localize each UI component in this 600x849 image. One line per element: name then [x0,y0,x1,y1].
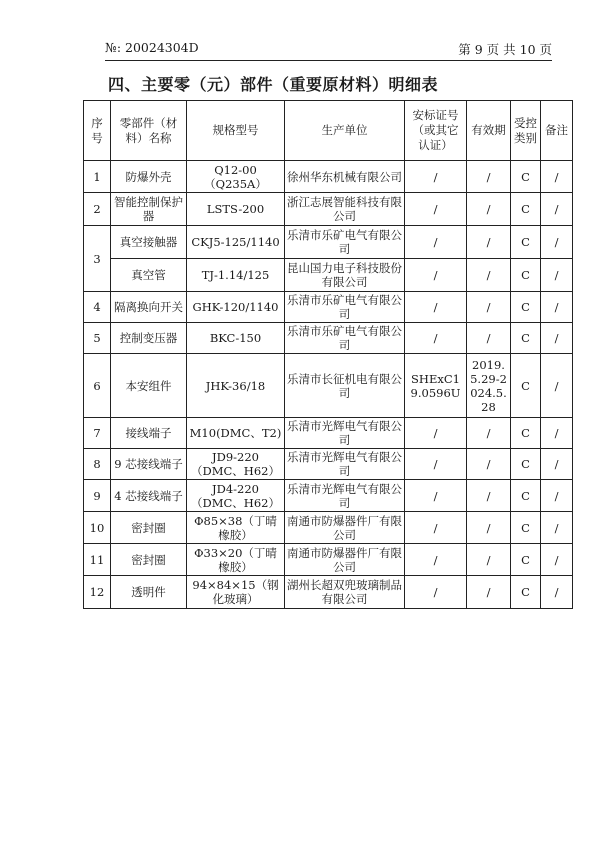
cell-name: 控制变压器 [111,323,187,354]
table-row [84,354,573,418]
cell-name: 9 芯接线端子 [111,449,187,480]
cell-model: CKJ5-125/1140 [187,226,285,259]
cell-note: / [541,193,573,226]
cell-valid: / [467,576,511,609]
table-row [84,292,573,323]
cell-name: 密封圈 [111,544,187,576]
cell-cert: / [405,512,467,544]
cell-maker: 昆山国力电子科技股份有限公司 [285,259,405,292]
cell-cert: / [405,292,467,323]
col-header-cert: 安标证号（或其它认证） [405,101,467,161]
cell-maker: 乐清市乐矿电气有限公司 [285,323,405,354]
table-row [84,161,573,193]
cell-cert: / [405,576,467,609]
cell-no: 9 [84,480,111,512]
cell-note: / [541,226,573,259]
cell-note: / [541,354,573,418]
cell-name: 真空接触器 [111,226,187,259]
parts-table [83,100,573,609]
cell-note: / [541,576,573,609]
table-row [84,576,573,609]
cell-maker: 乐清市长征机电有限公司 [285,354,405,418]
cell-maker: 徐州华东机械有限公司 [285,161,405,193]
cell-no: 7 [84,418,111,449]
cell-model: Φ33×20（丁晴橡胶） [187,544,285,576]
table-row [84,259,573,292]
table-row [84,193,573,226]
col-header-valid: 有效期 [467,101,511,161]
cell-no: 11 [84,544,111,576]
cell-model: Q12-00（Q235A） [187,161,285,193]
cell-no: 2 [84,193,111,226]
cell-class: C [511,323,541,354]
cell-cert: / [405,418,467,449]
cell-no: 3 [84,226,111,292]
cell-cert: / [405,193,467,226]
cell-note: / [541,418,573,449]
cell-note: / [541,544,573,576]
cell-name: 真空管 [111,259,187,292]
cell-model: BKC-150 [187,323,285,354]
cell-note: / [541,259,573,292]
cell-name: 透明件 [111,576,187,609]
cell-maker: 湖州长超双兜玻璃制品有限公司 [285,576,405,609]
cell-valid: / [467,193,511,226]
cell-class: C [511,480,541,512]
cell-maker: 南通市防爆器件厂有限公司 [285,512,405,544]
cell-cert: / [405,544,467,576]
table-row [84,480,573,512]
page-header [105,38,552,58]
cell-no: 4 [84,292,111,323]
table-body [84,161,573,609]
col-header-name: 零部件（材料）名称 [111,101,187,161]
cell-model: TJ-1.14/125 [187,259,285,292]
col-header-maker: 生产单位 [285,101,405,161]
cell-class: C [511,354,541,418]
cell-cert: / [405,323,467,354]
cell-note: / [541,323,573,354]
cell-name: 密封圈 [111,512,187,544]
cell-no: 8 [84,449,111,480]
cell-maker: 乐清市乐矿电气有限公司 [285,226,405,259]
cell-model: JD9-220（DMC、H62） [187,449,285,480]
cell-valid: / [467,449,511,480]
cell-valid: / [467,292,511,323]
cell-model: M10(DMC、T2) [187,418,285,449]
cell-note: / [541,512,573,544]
cell-maker: 乐清市光辉电气有限公司 [285,449,405,480]
page-number: 第 9 页 共 10 页 [458,42,552,57]
cell-valid: / [467,544,511,576]
cell-valid: 2019.5.29-2024.5.28 [467,354,511,418]
cell-name: 防爆外壳 [111,161,187,193]
cell-valid: / [467,418,511,449]
table-row [84,449,573,480]
cell-class: C [511,292,541,323]
col-header-class: 受控类别 [511,101,541,161]
table-row [84,512,573,544]
cell-name: 智能控制保护器 [111,193,187,226]
cell-class: C [511,449,541,480]
cell-no: 6 [84,354,111,418]
cell-maker: 乐清市乐矿电气有限公司 [285,292,405,323]
cell-note: / [541,292,573,323]
cell-class: C [511,161,541,193]
cell-cert: / [405,449,467,480]
cell-class: C [511,259,541,292]
cell-valid: / [467,323,511,354]
document-number: №: 20024304D [105,40,199,55]
cell-note: / [541,480,573,512]
cell-name: 4 芯接线端子 [111,480,187,512]
cell-class: C [511,418,541,449]
cell-maker: 浙江志展智能科技有限公司 [285,193,405,226]
cell-no: 12 [84,576,111,609]
header-rule [105,60,552,61]
cell-note: / [541,161,573,193]
cell-model: LSTS-200 [187,193,285,226]
cell-valid: / [467,512,511,544]
table-row [84,418,573,449]
cell-class: C [511,193,541,226]
cell-class: C [511,512,541,544]
cell-model: JD4-220（DMC、H62） [187,480,285,512]
cell-maker: 乐清市光辉电气有限公司 [285,480,405,512]
col-header-note: 备注 [541,101,573,161]
cell-no: 5 [84,323,111,354]
cell-no: 1 [84,161,111,193]
col-header-model: 规格型号 [187,101,285,161]
cell-valid: / [467,161,511,193]
cell-cert: / [405,226,467,259]
col-header-no: 序号 [84,101,111,161]
cell-name: 本安组件 [111,354,187,418]
cell-maker: 乐清市光辉电气有限公司 [285,418,405,449]
cell-valid: / [467,259,511,292]
cell-model: JHK-36/18 [187,354,285,418]
cell-cert: / [405,161,467,193]
cell-class: C [511,544,541,576]
cell-model: Φ85×38（丁晴橡胶） [187,512,285,544]
cell-no: 10 [84,512,111,544]
table-row [84,226,573,259]
cell-cert: / [405,259,467,292]
table-row [84,544,573,576]
table-header [84,101,573,161]
section-title: 四、主要零（元）部件（重要原材料）明细表 [108,75,439,94]
table-row [84,323,573,354]
cell-name: 接线端子 [111,418,187,449]
cell-valid: / [467,480,511,512]
cell-class: C [511,226,541,259]
cell-class: C [511,576,541,609]
cell-model: GHK-120/1140 [187,292,285,323]
cell-name: 隔离换向开关 [111,292,187,323]
cell-model: 94×84×15（钢化玻璃） [187,576,285,609]
cell-valid: / [467,226,511,259]
cell-maker: 南通市防爆器件厂有限公司 [285,544,405,576]
cell-cert: / [405,480,467,512]
cell-cert: SHExC19.0596U [405,354,467,418]
cell-note: / [541,449,573,480]
header-row [84,101,573,161]
